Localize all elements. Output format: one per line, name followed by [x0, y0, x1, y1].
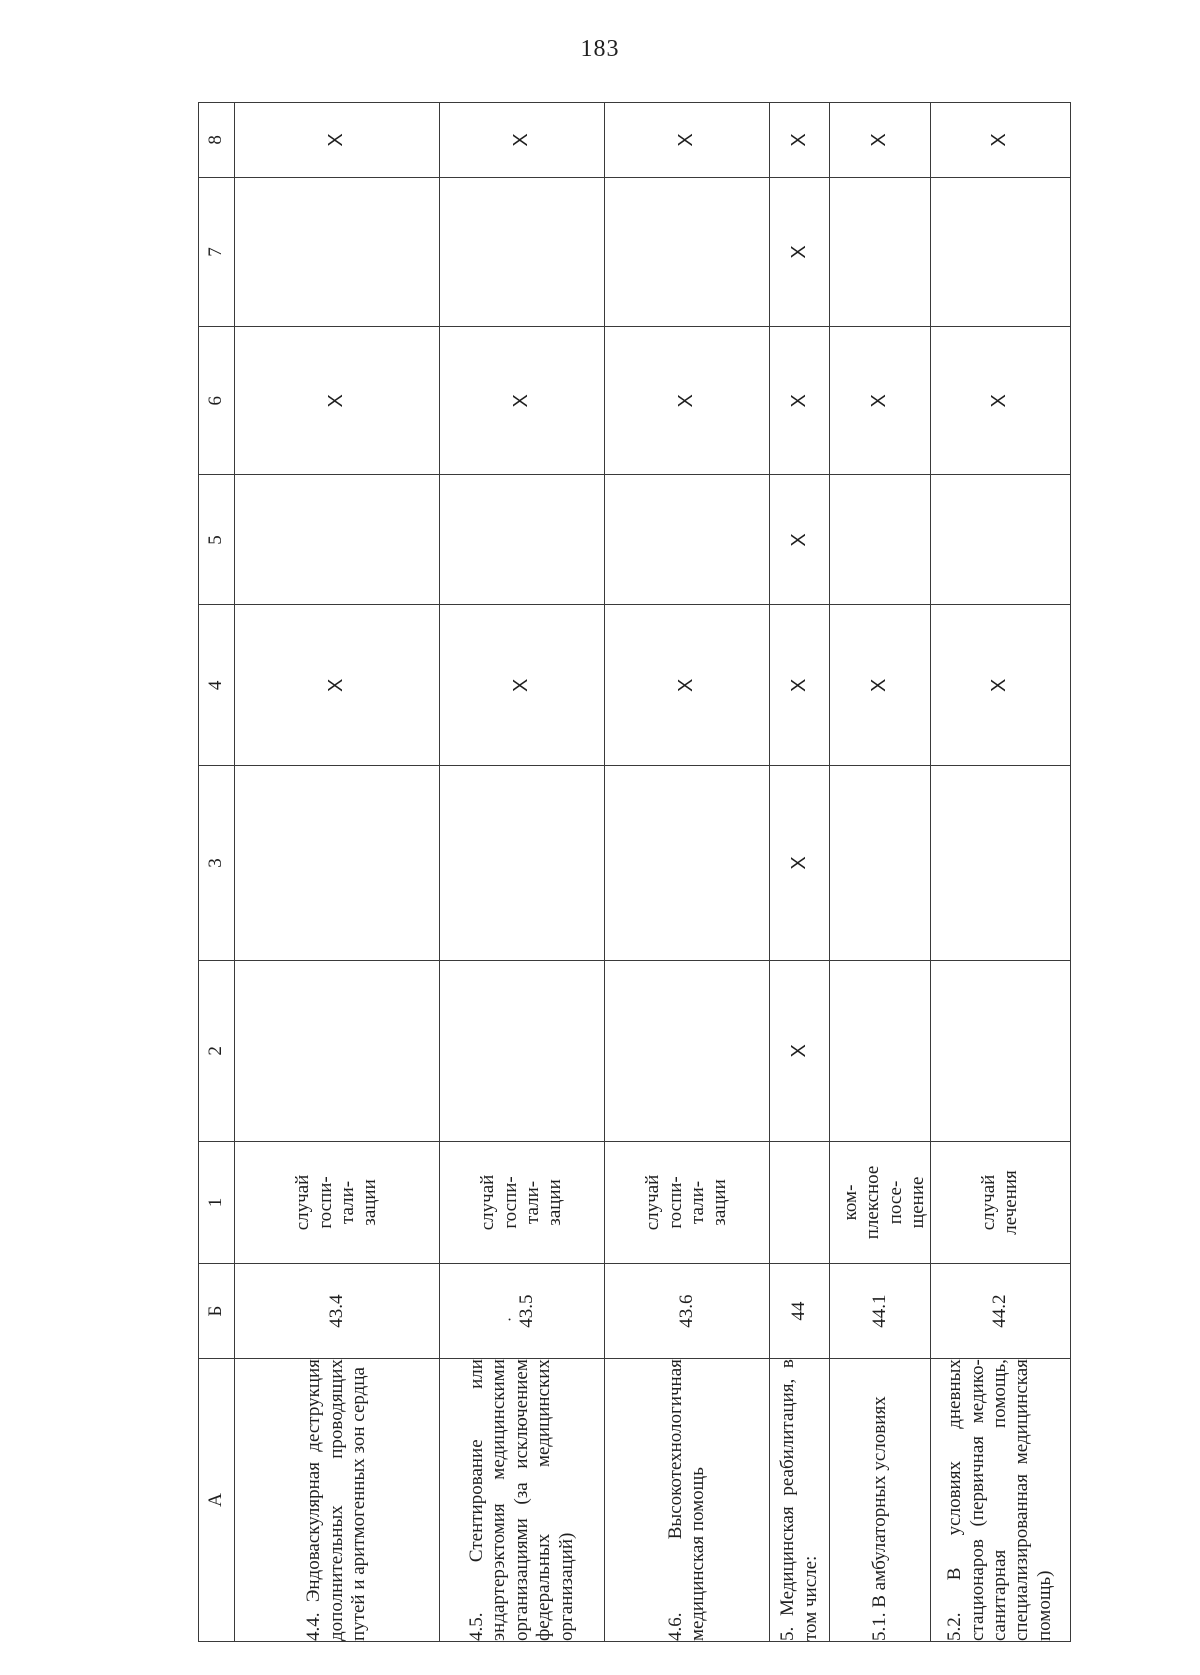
row-code: 44 [770, 1264, 830, 1359]
row-name: 5.1. В амбулаторных условиях [830, 1359, 931, 1642]
mark-col-6: X [930, 327, 1070, 475]
mark-col-8: X [235, 103, 440, 178]
table-row [235, 103, 440, 1642]
mark-col-7 [235, 177, 440, 326]
row-name: 5.2. В условиях дневных стационаров (первичная медико-санитарная помощь, специализированная медицинская помощь) [930, 1359, 1070, 1642]
table-row [830, 103, 931, 1642]
mark-col-4: X [770, 605, 830, 766]
row-unit: случай лечения [977, 1170, 1022, 1235]
mark-col-4: X [440, 605, 605, 766]
mark-col-7 [440, 177, 605, 326]
mark-col-8: X [930, 103, 1070, 178]
mark-col-6: X [830, 327, 931, 475]
mark-col-7 [930, 177, 1070, 326]
mark-col-5: X [770, 475, 830, 605]
mark-col-2 [605, 960, 770, 1141]
mark-col-6: X [605, 327, 770, 475]
row-name: 4.4. Эндоваскулярная деструкция дополнительных проводящих путей и аритмогенных зон сердца [235, 1359, 440, 1642]
column-header-2: 2 [199, 960, 235, 1141]
row-unit: ком- плексное посе- щение [840, 1165, 929, 1240]
mark-col-2 [930, 960, 1070, 1141]
table-row [440, 103, 605, 1642]
mark-col-3: X [770, 766, 830, 961]
mark-col-3 [830, 766, 931, 961]
mark-col-6: X [440, 327, 605, 475]
mark-col-8: X [770, 103, 830, 178]
row-unit: случай госпи- тали- зации [292, 1174, 381, 1231]
mark-col-4: X [235, 605, 440, 766]
row-name: 4.6. Высокотехнологичная медицинская помощь [605, 1359, 770, 1642]
mark-col-2 [830, 960, 931, 1141]
table-row [930, 103, 1070, 1642]
mark-col-6: X [770, 327, 830, 475]
row-unit: случай госпи- тали- зации [477, 1174, 566, 1231]
mark-col-4: X [605, 605, 770, 766]
row-code: 44.1 [830, 1264, 931, 1359]
mark-col-8: X [440, 103, 605, 178]
mark-col-2: X [770, 960, 830, 1141]
mark-col-3 [930, 766, 1070, 961]
mark-col-2 [235, 960, 440, 1141]
mark-col-8: X [830, 103, 931, 178]
column-header-7: 7 [199, 177, 235, 326]
column-header-6: 6 [199, 327, 235, 475]
mark-col-8: X [605, 103, 770, 178]
column-header-b: Б [199, 1264, 235, 1359]
row-name: 5. Медицинская реабилитация, в том числе: [770, 1359, 830, 1642]
mark-col-7: X [770, 177, 830, 326]
mark-col-7 [605, 177, 770, 326]
row-code: 43.4 [235, 1264, 440, 1359]
mark-col-3 [235, 766, 440, 961]
mark-col-3 [605, 766, 770, 961]
mark-col-2 [440, 960, 605, 1141]
row-unit: случай госпи- тали- зации [642, 1174, 731, 1231]
mark-col-5 [235, 475, 440, 605]
row-code: 44.2 [930, 1264, 1070, 1359]
mark-col-4: X [930, 605, 1070, 766]
mark-col-4: X [830, 605, 931, 766]
column-header-5: 5 [199, 475, 235, 605]
page-number: 183 [580, 36, 620, 62]
table-frame [198, 102, 1198, 1642]
mark-col-3 [440, 766, 605, 961]
row-code-dot: · [501, 1316, 519, 1323]
mark-col-5 [930, 475, 1070, 605]
header-row [199, 103, 235, 1642]
mark-col-5 [440, 475, 605, 605]
row-name: 4.5. Стентирование или эндартерэктомия медицинскими организациями (за исключением федеральных медицинских организаций) [440, 1359, 605, 1642]
column-header-4: 4 [199, 605, 235, 766]
column-header-8: 8 [199, 103, 235, 178]
column-header-a: А [199, 1359, 235, 1642]
mark-col-5 [830, 475, 931, 605]
mark-col-5 [605, 475, 770, 605]
column-header-3: 3 [199, 766, 235, 961]
mark-col-7 [830, 177, 931, 326]
mark-col-6: X [235, 327, 440, 475]
table-row [770, 103, 830, 1642]
data-table [198, 102, 1071, 1642]
row-code: 43.5 [515, 1294, 537, 1328]
table-row [605, 103, 770, 1642]
column-header-1: 1 [199, 1141, 235, 1263]
row-code: 43.6 [605, 1264, 770, 1359]
